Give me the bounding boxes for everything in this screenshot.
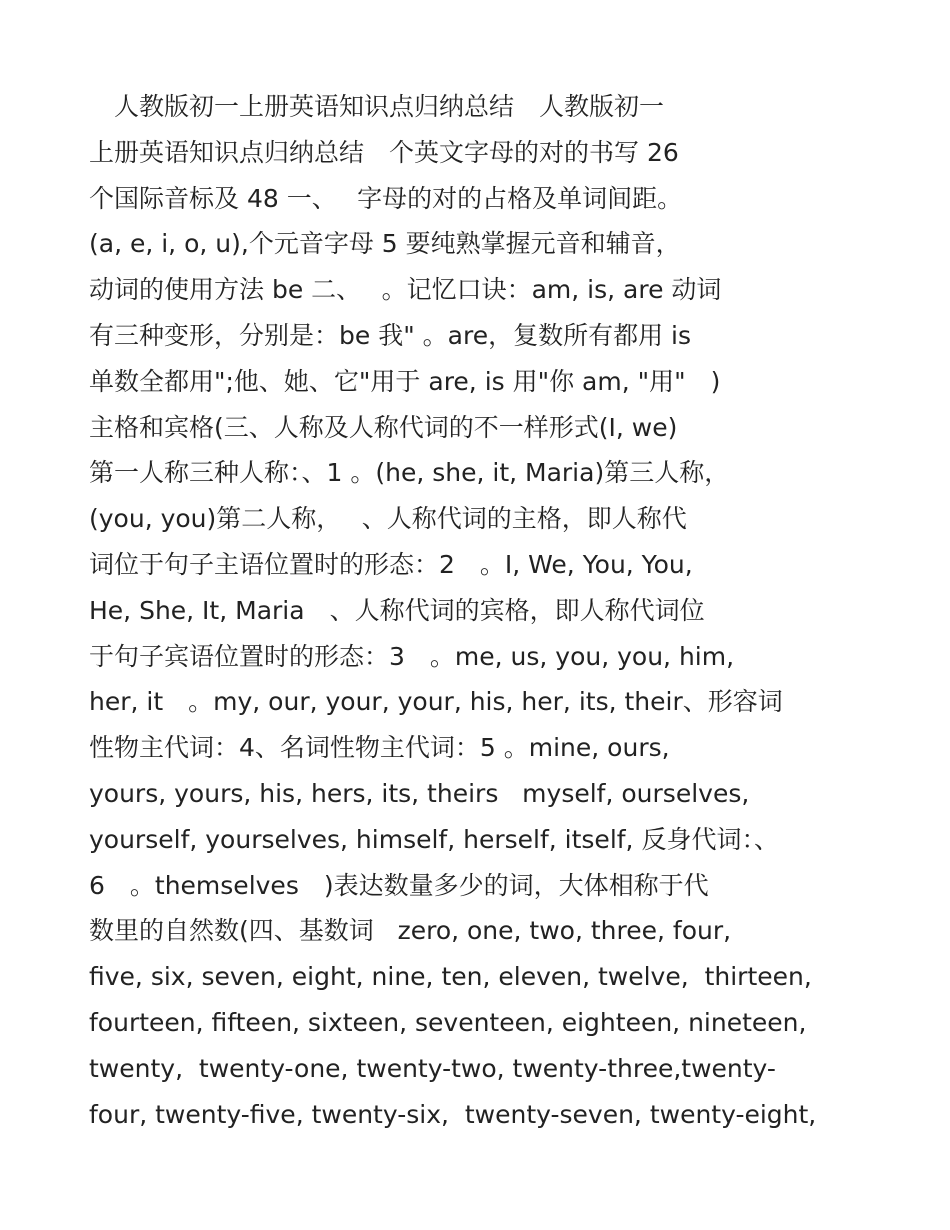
body-text [89, 84, 869, 1137]
text-line-11: 词位于句子主语位置时的形态：2 。I, We, You, You, [89, 549, 693, 579]
text-line-1: 人教版初一上册英语知识点归纳总结 人教版初一 [89, 92, 665, 121]
text-line-5: 动词的使用方法 be 二、 。记忆口诀：am, is, are 动词 [89, 275, 722, 305]
text-line-7: 单数全都用";他、她、它"用于 are, is 用"你 am, "用" ) [89, 366, 721, 396]
text-line-13: 于句子宾语位置时的形态：3 。me, us, you, you, him, [89, 641, 735, 671]
text-line-6: 有三种变形，分别是：be 我" 。are，复数所有都用 is [89, 320, 691, 350]
text-line-12: He, She, It, Maria 、人称代词的宾格，即人称代词位 [89, 595, 705, 625]
text-line-18: 6 。themselves )表达数量多少的词，大体相称于代 [89, 870, 709, 900]
text-line-8: 主格和宾格(三、人称及人称代词的不一样形式(I, we) [89, 412, 678, 442]
text-line-22: twenty, twenty-one, twenty-two, twenty-three,twenty- [89, 1053, 776, 1083]
text-line-17: yourself, yourselves, himself, herself, itself, 反身代词：、 [89, 824, 779, 854]
text-line-10: (you, you)第二人称， 、人称代词的主格，即人称代 [89, 504, 687, 534]
text-line-15: 性物主代词：4、名词性物主代词：5 。mine, ours, [89, 733, 670, 763]
text-line-3: 个国际音标及 48 一、 字母的对的占格及单词间距。 [89, 183, 683, 213]
text-line-21: fourteen, fifteen, sixteen, seventeen, eighteen, nineteen, [89, 1007, 807, 1037]
text-line-19: 数里的自然数(四、基数词 zero, one, two, three, four, [89, 916, 732, 946]
text-line-2: 上册英语知识点归纳总结 个英文字母的对的书写 26 [89, 137, 679, 167]
text-line-9: 第一人称三种人称：、1 。(he, she, it, Maria)第三人称， [89, 458, 730, 488]
text-line-4: (a, e, i, o, u),个元音字母 5 要纯熟掌握元音和辅音， [89, 229, 681, 259]
text-line-20: five, six, seven, eight, nine, ten, eleven, twelve, thirteen, [89, 962, 812, 992]
text-line-16: yours, yours, his, hers, its, theirs myself, ourselves, [89, 778, 750, 808]
text-line-14: her, it 。my, our, your, your, his, her, its, their、形容词 [89, 687, 783, 717]
text-line-23: four, twenty-five, twenty-six, twenty-seven, twenty-eight, [89, 1099, 817, 1129]
